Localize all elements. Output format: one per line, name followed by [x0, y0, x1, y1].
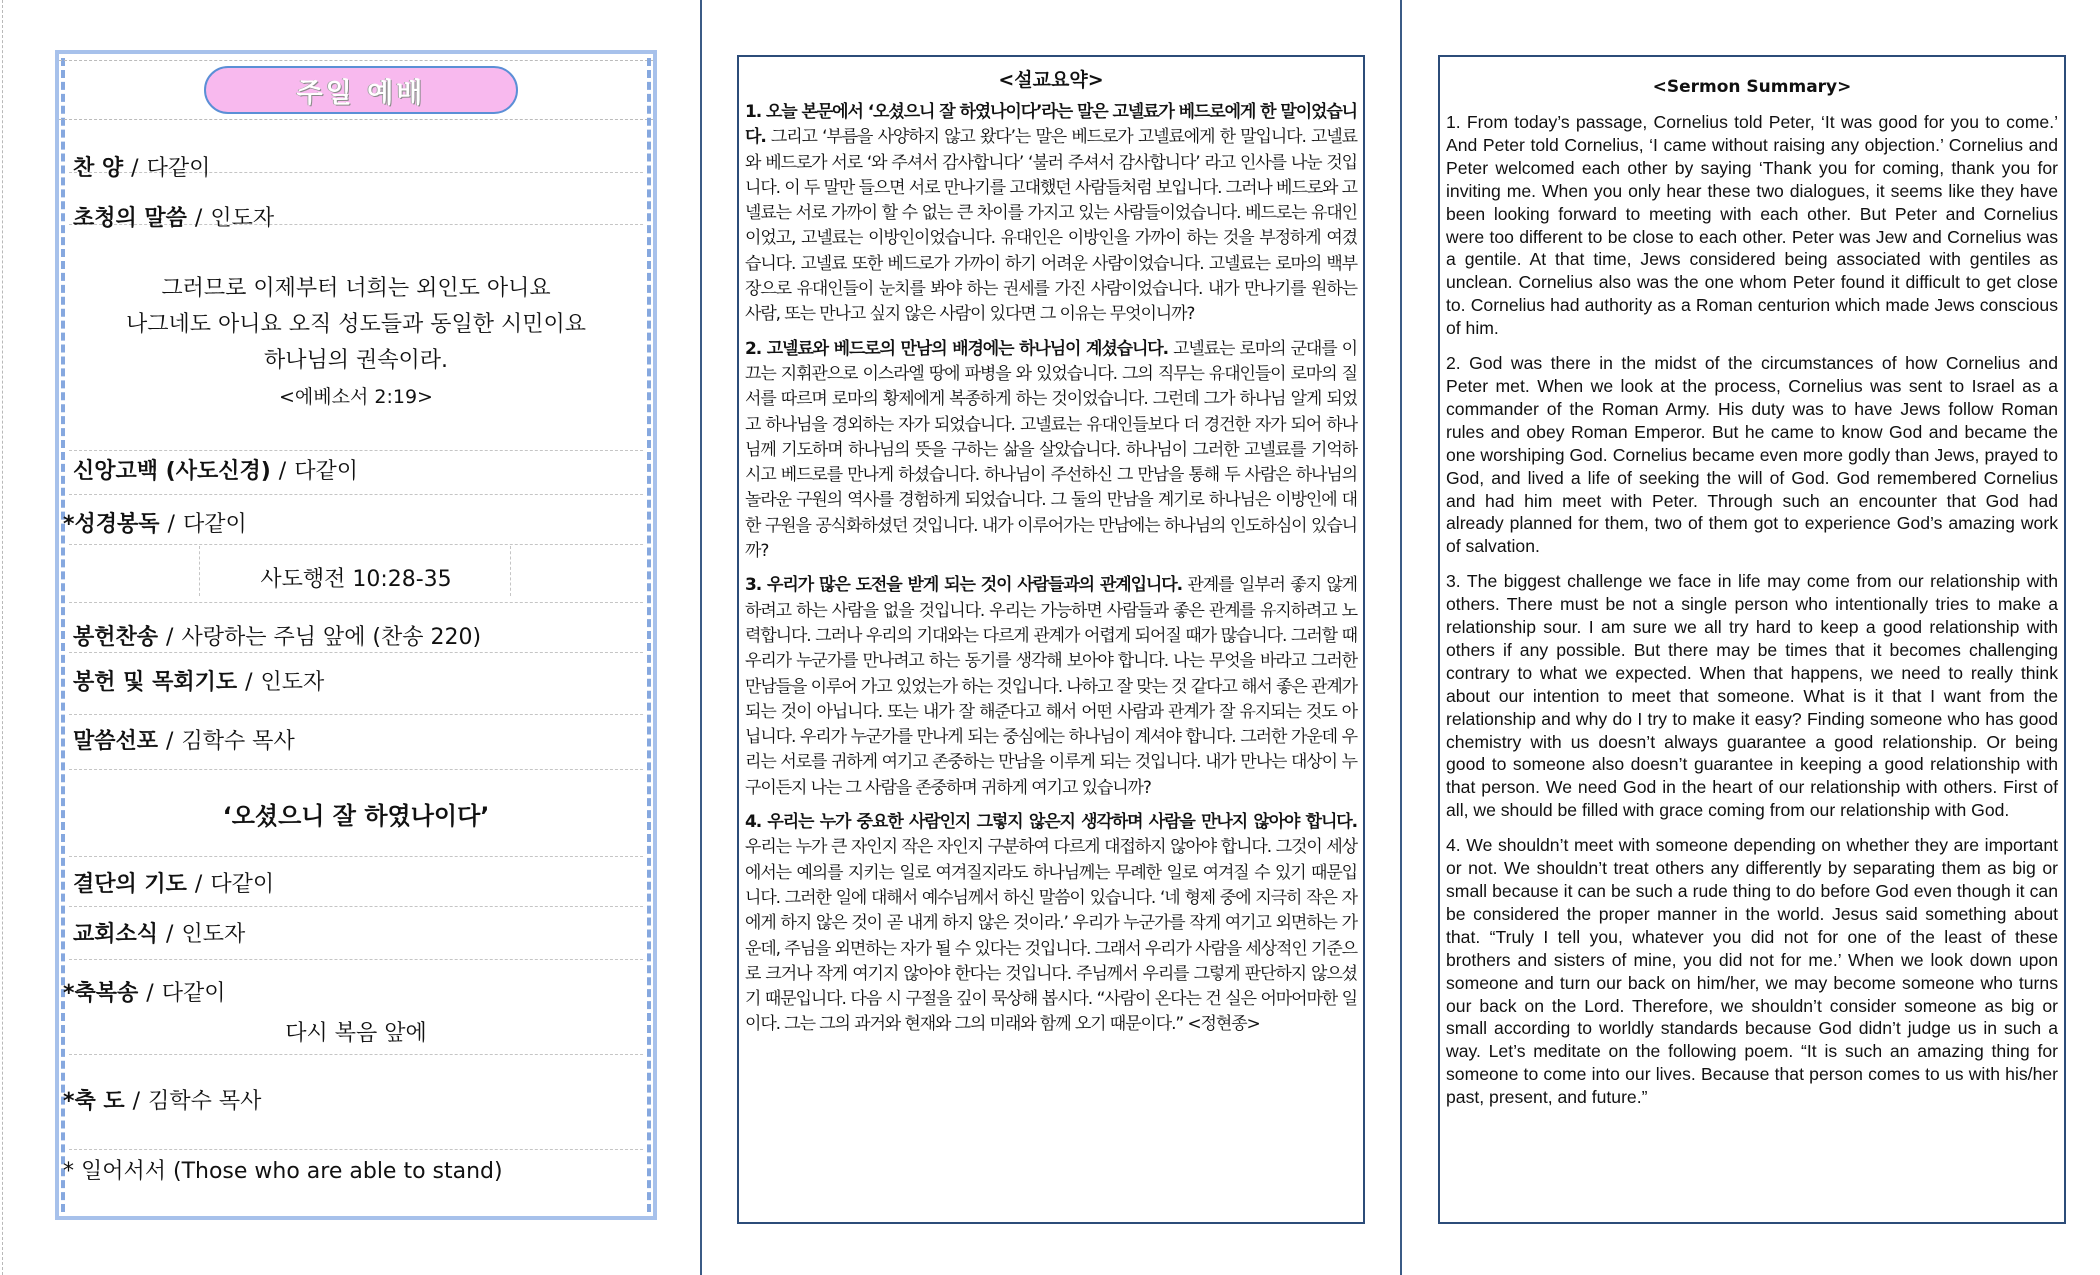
- item-label: 신앙고백 (사도신경): [73, 459, 271, 484]
- item-leader: 다같이: [161, 981, 226, 1006]
- paragraph-lead: 2. 고넬료와 베드로의 만남의 배경에는 하나님이 계셨습니다.: [745, 338, 1168, 359]
- summary-paragraph: 1. From today’s passage, Cornelius told Peter, ‘It was good for you to come.’ And Peter told Cornelius, ‘I came without raising any objection.’ Cornelius and Peter welcomed each other by saying ‘Thank you for coming, thank you for inviting me. When you only hear these two dialogues, it seems like they have been looking forward to meeting with each other. But Peter and Cornelius were too different to be close to each other. Peter was Jew and Cornelius was a gentile. At that time, Jews considered being associated with gentiles as unclean. Cornelius also was the one whom Peter found it difficult to get close to. Cornelius had authority as a Roman centurion which made Jews conscious of him.: [1446, 112, 2058, 339]
- item-offering-prayer: 봉헌 및 목회기도 / 인도자: [73, 670, 325, 695]
- korean-sermon-summary: [737, 55, 1365, 1224]
- item-doxology: *축복송 / 다같이: [63, 981, 226, 1006]
- doxology-song: 다시 복음 앞에: [285, 1021, 427, 1046]
- divider: [69, 652, 643, 653]
- item-praise: 찬 양 / 다같이: [73, 156, 211, 181]
- paragraph-lead: 3. 우리가 많은 도전을 받게 되는 것이 사람들과의 관계입니다.: [745, 575, 1182, 596]
- item-leader: 다같이: [182, 512, 247, 537]
- summary-paragraph: [745, 100, 1357, 328]
- divider: [69, 544, 643, 545]
- item-label: *성경봉독: [63, 512, 160, 537]
- reading-passage: 사도행전 10:28-35: [260, 567, 452, 592]
- divider: [69, 714, 643, 715]
- item-leader: 다같이: [210, 872, 275, 897]
- item-label: 결단의 기도: [73, 872, 187, 897]
- summary-paragraph: [745, 337, 1357, 565]
- paragraph-body: 관계를 일부러 좋지 않게 하려고 하는 사람을 없을 것입니다. 우리는 가능하면 사람들과 좋은 관계를 유지하려고 노력합니다. 그러나 우리의 기대와는 다르게 관계가 어렵게 되어질 때가 많습니다. 그러할 때 우리가 누군가를 만나려고 하는 동기를 생각해 보아야 합니다. 나는 무엇을 바라고 그러한 만남들을 이루어 가고 있었는가 하는 것입니다. 나하고 잘 맞는 것 같다고 해서 좋은 관계가 되는 것이 아닙니다. 또는 내가 잘 해준다고 해서 어떤 사람과 관계가 잘 유지되는 것도 아닙니다. 우리가 누군가를 만나게 되는 중심에는 하나님이 계셔야 합니다. 그러한 가운데 우리는 서로를 귀하게 여기고 존중하는 만남을 이루게 되는 것입니다. 내가 만나는 대상이 누구이든지 나는 그 사람을 존중하며 귀하게 여기고 있습니까?: [745, 575, 1357, 798]
- divider: [69, 494, 643, 495]
- item-label: 찬 양: [73, 156, 124, 181]
- paragraph-lead: 4. 우리는 누가 중요한 사람인지 그렇지 않은지 생각하며 사람을 만나지 않아야 합니다.: [745, 812, 1357, 833]
- item-label: *축복송: [63, 981, 139, 1006]
- item-label: 말씀선포: [73, 729, 159, 754]
- divider: [69, 1149, 643, 1150]
- divider: [69, 602, 643, 603]
- sermon-title: ‘오셨으니 잘 하였나이다’: [222, 802, 490, 830]
- summary-title: <설교요약>: [998, 69, 1104, 91]
- item-call-to-worship: 초청의 말씀 / 인도자: [73, 206, 275, 231]
- paragraph-lead: 1. 오늘 본문에서 ‘오셨으니 잘 하였나이다’라는 말은 고넬료가 베드로에게 한 말이었습니다.: [745, 102, 1357, 148]
- item-commitment-prayer: 결단의 기도 / 다같이: [73, 872, 275, 897]
- divider: [69, 769, 643, 770]
- divider: [69, 959, 643, 960]
- call-verse-line: 하나님의 권속이라.: [263, 348, 448, 373]
- call-verse: [59, 271, 653, 415]
- item-label: 교회소식: [73, 922, 159, 947]
- call-verse-line: 나그네도 아니요 오직 성도들과 동일한 시민이요: [125, 312, 586, 337]
- column-divider: [1400, 0, 1402, 1275]
- service-title: 주일 예배: [204, 66, 518, 114]
- item-label: 봉헌찬송: [73, 625, 159, 650]
- item-leader: 인도자: [210, 206, 275, 231]
- paragraph-body: 우리는 누가 큰 자인지 작은 자인지 구분하여 다르게 대접하지 않아야 합니다. 그것이 세상에서는 예의를 지키는 일로 여겨질지라도 하나님께는 무례한 일로 여겨질 수 있기 때문입니다. 그러한 일에 대해서 예수님께서 하신 말씀이 있습니다. ‘네 형제 중에 지극히 작은 자에게 하지 않은 것이 곧 내게 하지 않은 것이라.’ 우리가 누군가를 작게 여기고 외면하는 가운데, 주님을 외면하는 자가 될 수 있다는 것입니다. 그래서 우리가 사람을 세상적인 기준으로 크거나 작게 여기지 않아야 한다는 것입니다. 주님께서 우리를 그렇게 판단하지 않으셨기 때문입니다. 다음 시 구절을 깊이 묵상해 봅시다. “사람이 온다는 건 실은 어마어마한 일이다. 그는 그의 과거와 현재와 그의 미래와 함께 오기 때문이다.” <정현종>: [745, 837, 1357, 1035]
- divider: [69, 856, 643, 857]
- paragraph-body: 고넬료는 로마의 군대를 이끄는 지휘관으로 이스라엘 땅에 파병을 와 있었습니다. 그의 직무는 유대인들이 로마의 질서를 따르며 로마의 황제에게 복종하게 하는 것이었습니다. 그런데 그가 하나님 알게 되었고 하나님을 경외하는 자가 되었습니다. 고넬료는 유대인들보다 더 경건한 자가 되어 하나님께 기도하며 하나님의 뜻을 구하는 삶을 살았습니다. 하나님이 그러한 고넬료를 기억하시고 베드로를 만나게 하셨습니다. 하나님이 주선하신 그 만남을 통해 두 사람은 하나님의 놀라운 구원의 역사를 경험하게 되었습니다. 그 둘의 만남을 계기로 하나님은 이방인에 대한 구원을 공식화하셨던 것입니다. 내가 이루어가는 만남에는 하나님의 인도하심이 있습니까?: [745, 338, 1357, 562]
- summary-paragraph: [745, 573, 1357, 801]
- call-verse-reference: <에베소서 2:19>: [279, 386, 433, 408]
- summary-paragraph: 3. The biggest challenge we face in life may come from our relationship with others. There must be not a single person who intentionally tries to make a relationship sour. I am sure we all try hard to keep a good relationship with others if any possible. But there may be times that it becomes challenging contrary to what we expected. When that happens, we need to really think about our intention to meet that someone. What is it that I want from the relationship and why do I try to make it easy? Finding someone who has good chemistry with us doesn’t always guarantee a good relationship. Or being good to someone also doesn’t guarantee in keeping a good relationship with that person. We need God in the heart of our relationship with others. First of all, we should be filled with grace coming from our relationship with God.: [1446, 571, 2058, 821]
- item-leader: 사랑하는 주님 앞에 (찬송 220): [181, 625, 482, 650]
- summary-paragraph: [745, 810, 1357, 1038]
- item-creed: 신앙고백 (사도신경) / 다같이: [73, 459, 358, 484]
- item-label: 초청의 말씀: [73, 206, 187, 231]
- summary-paragraph: 4. We shouldn’t meet with someone depending on whether they are important or not. We shouldn’t treat others any differently by separating them as big or small because it can be such a rude thing to do before God even though it can be considered the proper manner in the world. Jesus said something about that. “Truly I tell you, whatever you did not for one of the least of these brothers and sisters of mine, you did not for me.’ When we look down upon someone and turn our back on him/her, we may become someone who turns our back on the Lord. Therefore, we shouldn’t consider someone as big or small according to worldly standards because God didn’t judge us in such a way. Let’s meditate on the following poem. “It is such an amazing thing for someone to come into our lives. Because that person comes to us with his/her past, present, and future.”: [1446, 835, 2058, 1108]
- item-offering-hymn: 봉헌찬송 / 사랑하는 주님 앞에 (찬송 220): [73, 625, 482, 650]
- item-leader: 김학수 목사: [148, 1089, 262, 1114]
- item-bible-reading: *성경봉독 / 다같이: [63, 512, 247, 537]
- order-of-worship: [55, 50, 657, 1220]
- item-benediction: *축 도 / 김학수 목사: [63, 1089, 262, 1114]
- item-sermon: 말씀선포 / 김학수 목사: [73, 729, 295, 754]
- item-leader: 인도자: [181, 922, 246, 947]
- call-verse-line: 그러므로 이제부터 너희는 외인도 아니요: [161, 276, 551, 301]
- paragraph-body: 그리고 ‘부름을 사양하지 않고 왔다’는 말은 베드로가 고넬료에게 한 말입니다. 고넬료와 베드로가 서로 ‘와 주셔서 감사합니다’ ‘불러 주셔서 감사합니다’ 라고 인사를 나눈 것입니다. 이 두 말만 들으면 서로 만나기를 고대했던 사람들처럼 보입니다. 그러나 베드로와 고넬료는 서로 가까이 할 수 없는 큰 차이를 가지고 있는 사람들이었습니다. 베드로는 유대인이었고, 고넬료는 이방인이었습니다. 유대인은 이방인을 가까이 하는 것을 부정하게 여겼습니다. 고넬료 또한 베드로가 가까이 하기 어려운 사람이었습니다. 고넬료는 로마의 백부장으로 유대인들이 눈치를 봐야 하는 권세를 가진 사람이었습니다. 내가 만나기를 원하는 사람, 또는 만나고 싶지 않은 사람이 있다면 그 이유는 무엇이니까?: [745, 127, 1357, 325]
- item-leader: 다같이: [146, 156, 211, 181]
- item-leader: 다같이: [294, 459, 358, 484]
- item-leader: 김학수 목사: [181, 729, 295, 754]
- summary-title: <Sermon Summary>: [1652, 77, 1852, 97]
- stand-note: * 일어서서 (Those who are able to stand): [63, 1159, 503, 1184]
- item-leader: 인도자: [260, 670, 325, 695]
- item-announcements: 교회소식 / 인도자: [73, 922, 246, 947]
- divider: [69, 1054, 643, 1055]
- item-label: *축 도: [63, 1089, 125, 1114]
- column-divider: [700, 0, 702, 1275]
- item-label: 봉헌 및 목회기도: [73, 670, 238, 695]
- english-sermon-summary: [1438, 55, 2066, 1224]
- summary-paragraph: 2. God was there in the midst of the circumstances of how Cornelius and Peter met. When we look at the process, Cornelius was sent to Israel as a commander of the Roman Army. His duty was to have Jews follow Roman rules and obey Roman Emperor. But he came to know God and became the one worshiping God. Cornelius became even more godly than Jews, prayed to God, and lived a life of seeking the will of God. God remembered Cornelius and had him meet with Peter. Through such an encounter that God had already planned for them, two of them got to experience God’s amazing work of salvation.: [1446, 353, 2058, 557]
- divider: [69, 906, 643, 907]
- page-edge: [2, 0, 3, 1275]
- divider: [69, 450, 643, 451]
